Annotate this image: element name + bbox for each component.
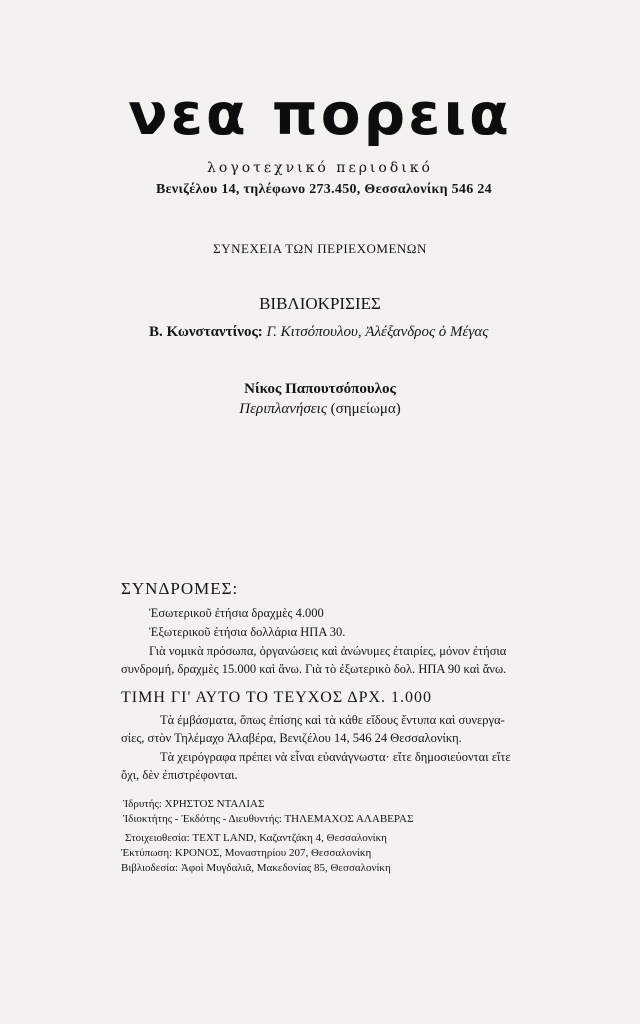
price-text-line-3: Τὰ χειρόγραφα πρέπει νὰ εἶναι εὐανάγνωστα· εἴτε δημοσιεύονται εἴτε xyxy=(160,750,511,764)
review-entry-2 xyxy=(0,401,640,418)
price-heading: ΤΙΜΗ ΓΙ' ΑΥΤΟ ΤΟ ΤΕΥΧΟΣ ΔΡΧ. 1.000 xyxy=(121,689,433,706)
review-note-2: (σημείωμα) xyxy=(330,401,401,417)
review-author-2: Νίκος Παπουτσόπουλος xyxy=(244,381,396,397)
contents-heading: ΣΥΝΕΧΕΙΑ ΤΩΝ ΠΕΡΙΕΧΟΜΕΝΩΝ xyxy=(213,241,427,256)
journal-address: Βενιζέλου 14, τηλέφωνο 273.450, Θεσσαλονίκη 546 24 xyxy=(156,182,492,197)
price-text-line-1: Τὰ ἐμβάσματα, ὅπως ἐπίσης καὶ τὰ κάθε εἴδους ἔντυπα καὶ συνεργα- xyxy=(160,713,505,727)
credit-typesetting: Στοιχειοθεσία: TEXT LAND, Καζαντζάκη 4, Θεσσαλονίκη xyxy=(125,832,387,844)
credit-owner: Ἰδιοκτήτης - Ἐκδότης - Διευθυντής: ΤΗΛΕΜΑΧΟΣ ΑΛΑΒΕΡΑΣ xyxy=(123,813,414,825)
credit-binding: Βιβλιοδεσία: Ἀφοὶ Μυγδαλιᾶ, Μακεδονίας 85, Θεσσαλονίκη xyxy=(121,862,391,874)
price-text-line-4: ὄχι, δὲν ἐπιστρέφονται. xyxy=(121,768,238,782)
credit-printing: Ἐκτύπωση: ΚΡΟΝΟΣ, Μοναστηρίου 207, Θεσσαλονίκη xyxy=(121,847,372,859)
review-work-2: Περιπλανήσεις xyxy=(239,401,327,417)
review-work: Γ. Κιτσόπουλου, Ἀλέξανδρος ὁ Μέγας xyxy=(266,324,489,340)
credit-founder: Ἱδρυτής: ΧΡΗΣΤΟΣ ΝΤΑΛΙΑΣ xyxy=(123,798,265,810)
reviews-heading: ΒΙΒΛΙΟΚΡΙΣΙΕΣ xyxy=(259,294,381,313)
subscription-legal-line-1: Γιὰ νομικὰ πρόσωπα, ὀργανώσεις καὶ ἀνώνυμες ἐταιρίες, μόνον ἐτήσια xyxy=(149,644,507,658)
subscription-domestic: Ἐσωτερικοῦ ἐτήσια δραχμὲς 4.000 xyxy=(149,606,324,620)
review-author: Β. Κωνσταντίνος: xyxy=(149,324,263,340)
subscriptions-heading: ΣΥΝΔΡΟΜΕΣ: xyxy=(121,579,239,598)
review-entry-1 xyxy=(149,324,488,341)
journal-title: νεα πορεια xyxy=(128,80,512,148)
price-text-line-2: σίες, στὸν Τηλέμαχο Ἀλαβέρα, Βενιζέλου 14, 546 24 Θεσσαλονίκη. xyxy=(121,731,462,745)
subscription-foreign: Ἐξωτερικοῦ ἐτήσια δολλάρια ΗΠΑ 30. xyxy=(149,625,346,639)
journal-subtitle: λογοτεχνικό περιοδικό xyxy=(207,160,433,176)
subscription-legal-line-2: συνδρομή, δραχμὲς 15.000 καὶ ἄνω. Γιὰ τὸ ἐξωτερικὸ δολ. ΗΠΑ 90 καὶ ἄνω. xyxy=(121,662,507,676)
